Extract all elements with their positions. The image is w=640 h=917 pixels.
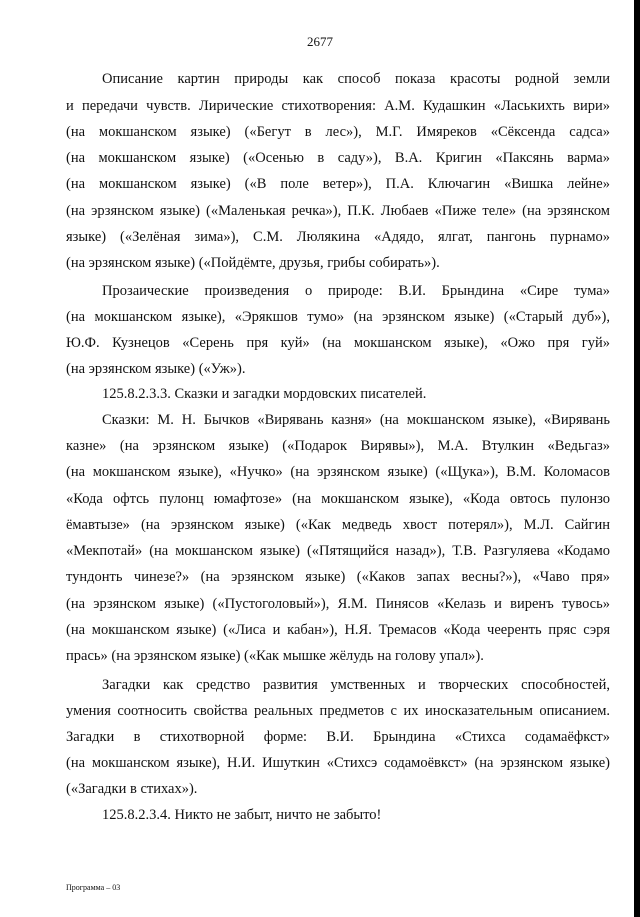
paragraph-line: (на мокшанском языке) («В поле ветер»), П.А. Ключагин «Вишка лейне»	[66, 176, 610, 192]
paragraph-line: «Мекпотай» (на мокшанском языке) («Пятящийся назад»), Т.В. Разгуляева «Кодамо	[66, 543, 610, 559]
paragraph-line: Сказки: М. Н. Бычков «Вирявань казня» (на мокшанском языке), «Вирявань	[102, 412, 610, 428]
paragraph-line: (на эрзянском языке) («Пойдёмте, друзья, грибы собирать»).	[66, 255, 440, 271]
paragraph-line: языке) («Зелёная зима»), С.М. Люлякина «Адядо, ялгат, пангонь пурнамо»	[66, 229, 610, 245]
paragraph-line: (на мокшанском языке) («Осенью в саду»), В.А. Кригин «Паксянь варма»	[66, 150, 610, 166]
paragraph-line: (на эрзянском языке) («Пустоголовый»), Я.М. Пинясов «Келазь и виренъ тувось»	[66, 596, 610, 612]
paragraph-line: (на мокшанском языке) («Бегут в лес»), М.Г. Имяреков «Сёксенда садса»	[66, 124, 610, 140]
paragraph-line: (на мокшанском языке), Н.И. Ишуткин «Стихсэ содамоёвкст» (на эрзянском языке)	[66, 755, 610, 771]
paragraph-line: и передачи чувств. Лирические стихотворения: А.М. Кудашкин «Ласькихть вири»	[66, 98, 610, 114]
paragraph-line: ёмавтызе» (на эрзянском языке) («Как медведь хвост потерял»), М.Л. Сайгин	[66, 517, 610, 533]
paragraph-line: Прозаические произведения о природе: В.И. Брындина «Сире тума»	[102, 283, 610, 299]
page-number: 2677	[307, 34, 333, 49]
paragraph-line: умения соотносить свойства реальных предметов с их иносказательным описанием.	[66, 703, 610, 719]
paragraph-line: (на мокшанском языке), «Нучко» (на эрзянском языке) («Щука»), В.М. Коломасов	[66, 464, 610, 480]
paragraph-line: (на эрзянском языке) («Маленькая речка»), П.К. Любаев «Пиже теле» (на эрзянском	[66, 203, 610, 219]
paragraph-line: прась» (на эрзянском языке) («Как мышке жёлудь на голову упал»).	[66, 648, 484, 664]
footer-note: Программа – 03	[66, 883, 121, 892]
paragraph-line: Загадки в стихотворной форме: В.И. Брындина «Стихса содамаёфкст»	[66, 729, 610, 745]
section-heading: 125.8.2.3.4. Никто не забыт, ничто не забыто!	[102, 807, 382, 823]
paragraph-line: «Кода офтсь пулонц юмафтозе» (на мокшанском языке), «Кода овтось пулонзо	[66, 491, 610, 507]
paragraph-line: Ю.Ф. Кузнецов «Серень пря куй» (на мокшанском языке), «Ожо пря гуй»	[66, 335, 610, 351]
paragraph-line: (на эрзянском языке) («Уж»).	[66, 361, 246, 377]
paragraph-line: Загадки как средство развития умственных и творческих способностей,	[102, 677, 610, 693]
paragraph-line: Описание картин природы как способ показа красоты родной земли	[102, 71, 610, 87]
paragraph-line: (на мокшанском языке) («Лиса и кабан»), Н.Я. Тремасов «Кода чееренть пряс сэря	[66, 622, 610, 638]
paragraph-line: тундонть чинезе?» (на эрзянском языке) («Каков запах весны?»), «Чаво пря»	[66, 569, 610, 585]
paragraph-line: («Загадки в стихах»).	[66, 781, 198, 797]
paragraph-line: казне» (на эрзянском языке) («Подарок Вирявы»), М.А. Втулкин «Ведьгаз»	[66, 438, 610, 454]
paragraph-line: (на мокшанском языке), «Эрякшов тумо» (на эрзянском языке) («Старый дуб»),	[66, 309, 610, 325]
scan-edge-bar	[634, 0, 640, 917]
section-heading: 125.8.2.3.3. Сказки и загадки мордовских писателей.	[102, 386, 427, 402]
